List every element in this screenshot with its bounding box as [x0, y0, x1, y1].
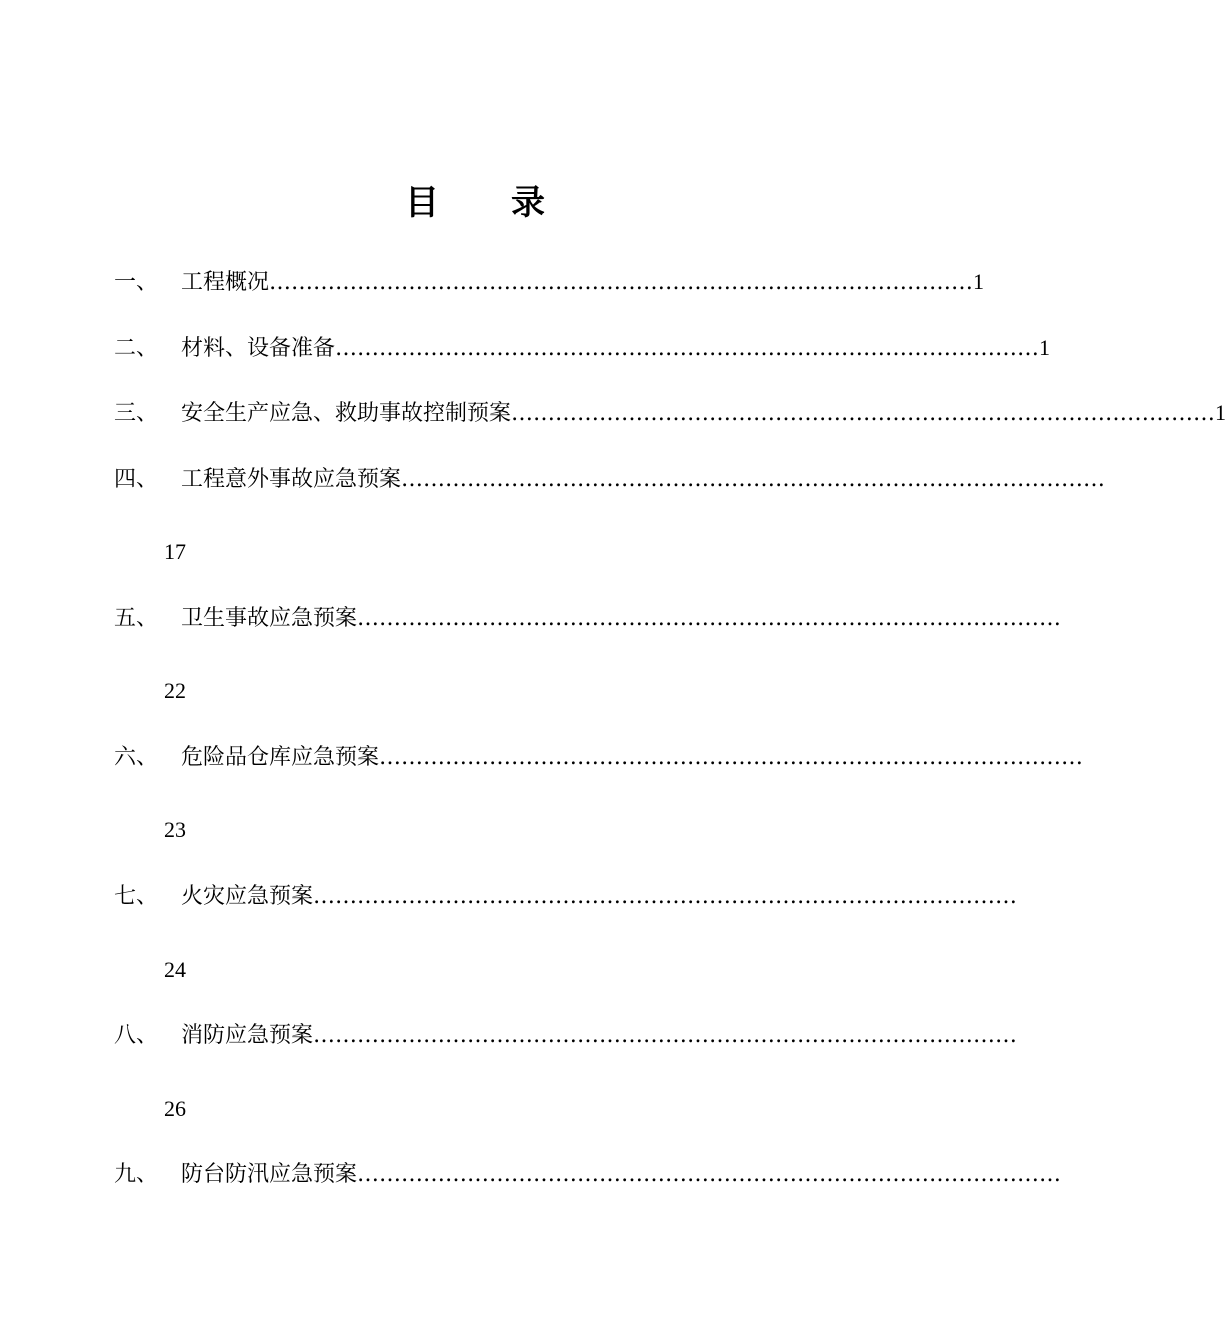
toc-entry-title: 安全生产应急、救助事故控制预案: [181, 401, 512, 426]
toc-entry-2[interactable]: [114, 330, 1051, 366]
toc-entry-page[interactable]: 23: [164, 817, 186, 842]
toc-entry-page[interactable]: 22: [164, 678, 186, 703]
toc-entry-number: 二、: [114, 336, 159, 361]
toc-entry-number: 四、: [114, 467, 159, 492]
toc-entry-page: 1: [973, 269, 985, 294]
toc-entry-4[interactable]: [114, 462, 1106, 498]
toc-entry-title: 危险品仓库应急预案: [181, 745, 380, 770]
page-title: [0, 178, 950, 228]
toc-leader-dots: ……………………………………………………………………………………: [313, 884, 1018, 909]
toc-entry-title: 消防应急预案: [181, 1023, 314, 1048]
toc-entry-number: 八、: [114, 1023, 159, 1048]
toc-entry-5[interactable]: [114, 601, 1062, 637]
toc-entry-number: 九、: [114, 1162, 159, 1187]
toc-entry-1[interactable]: [114, 264, 985, 300]
toc-entry-title: 材料、设备准备: [181, 336, 336, 361]
toc-entry-title: 防台防汛应急预案: [181, 1162, 358, 1187]
toc-entry-title: 工程概况: [181, 270, 270, 295]
toc-entry-page: 1: [1039, 335, 1051, 360]
toc-entry-number: 五、: [114, 606, 159, 631]
toc-entry-page[interactable]: 24: [164, 957, 186, 982]
toc-entry-8[interactable]: [114, 1018, 1018, 1054]
toc-leader-dots: ……………………………………………………………………………………: [357, 1162, 1062, 1187]
toc-leader-dots: ……………………………………………………………………………………: [313, 1023, 1018, 1048]
toc-entry-title: 卫生事故应急预案: [181, 606, 358, 631]
toc-entry-title: 火灾应急预案: [181, 884, 314, 909]
toc-entry-number: 三、: [114, 401, 159, 426]
toc-entry-page: 1: [1215, 400, 1226, 425]
toc-entry-title: 工程意外事故应急预案: [181, 467, 402, 492]
toc-entry-number: 六、: [114, 745, 159, 770]
toc-entry-number: 一、: [114, 270, 159, 295]
page-title-char-1: 目: [405, 183, 439, 223]
toc-entry-7[interactable]: [114, 879, 1018, 915]
toc-leader-dots: ……………………………………………………………………………………: [401, 467, 1106, 492]
toc-leader-dots: ……………………………………………………………………………………: [379, 745, 1084, 770]
toc-entry-9[interactable]: [114, 1157, 1062, 1193]
toc-entry-6[interactable]: [114, 740, 1084, 776]
toc-leader-dots: ……………………………………………………………………………………: [511, 401, 1216, 426]
toc-entry-page[interactable]: 26: [164, 1096, 186, 1121]
toc-leader-dots: ……………………………………………………………………………………: [357, 606, 1062, 631]
toc-entry-3[interactable]: [114, 395, 1226, 431]
toc-entry-number: 七、: [114, 884, 159, 909]
page-title-char-2: 录: [511, 183, 545, 223]
toc-leader-dots: ……………………………………………………………………………………: [269, 270, 974, 295]
toc-entry-page[interactable]: 17: [164, 539, 186, 564]
toc-leader-dots: ……………………………………………………………………………………: [335, 336, 1040, 361]
